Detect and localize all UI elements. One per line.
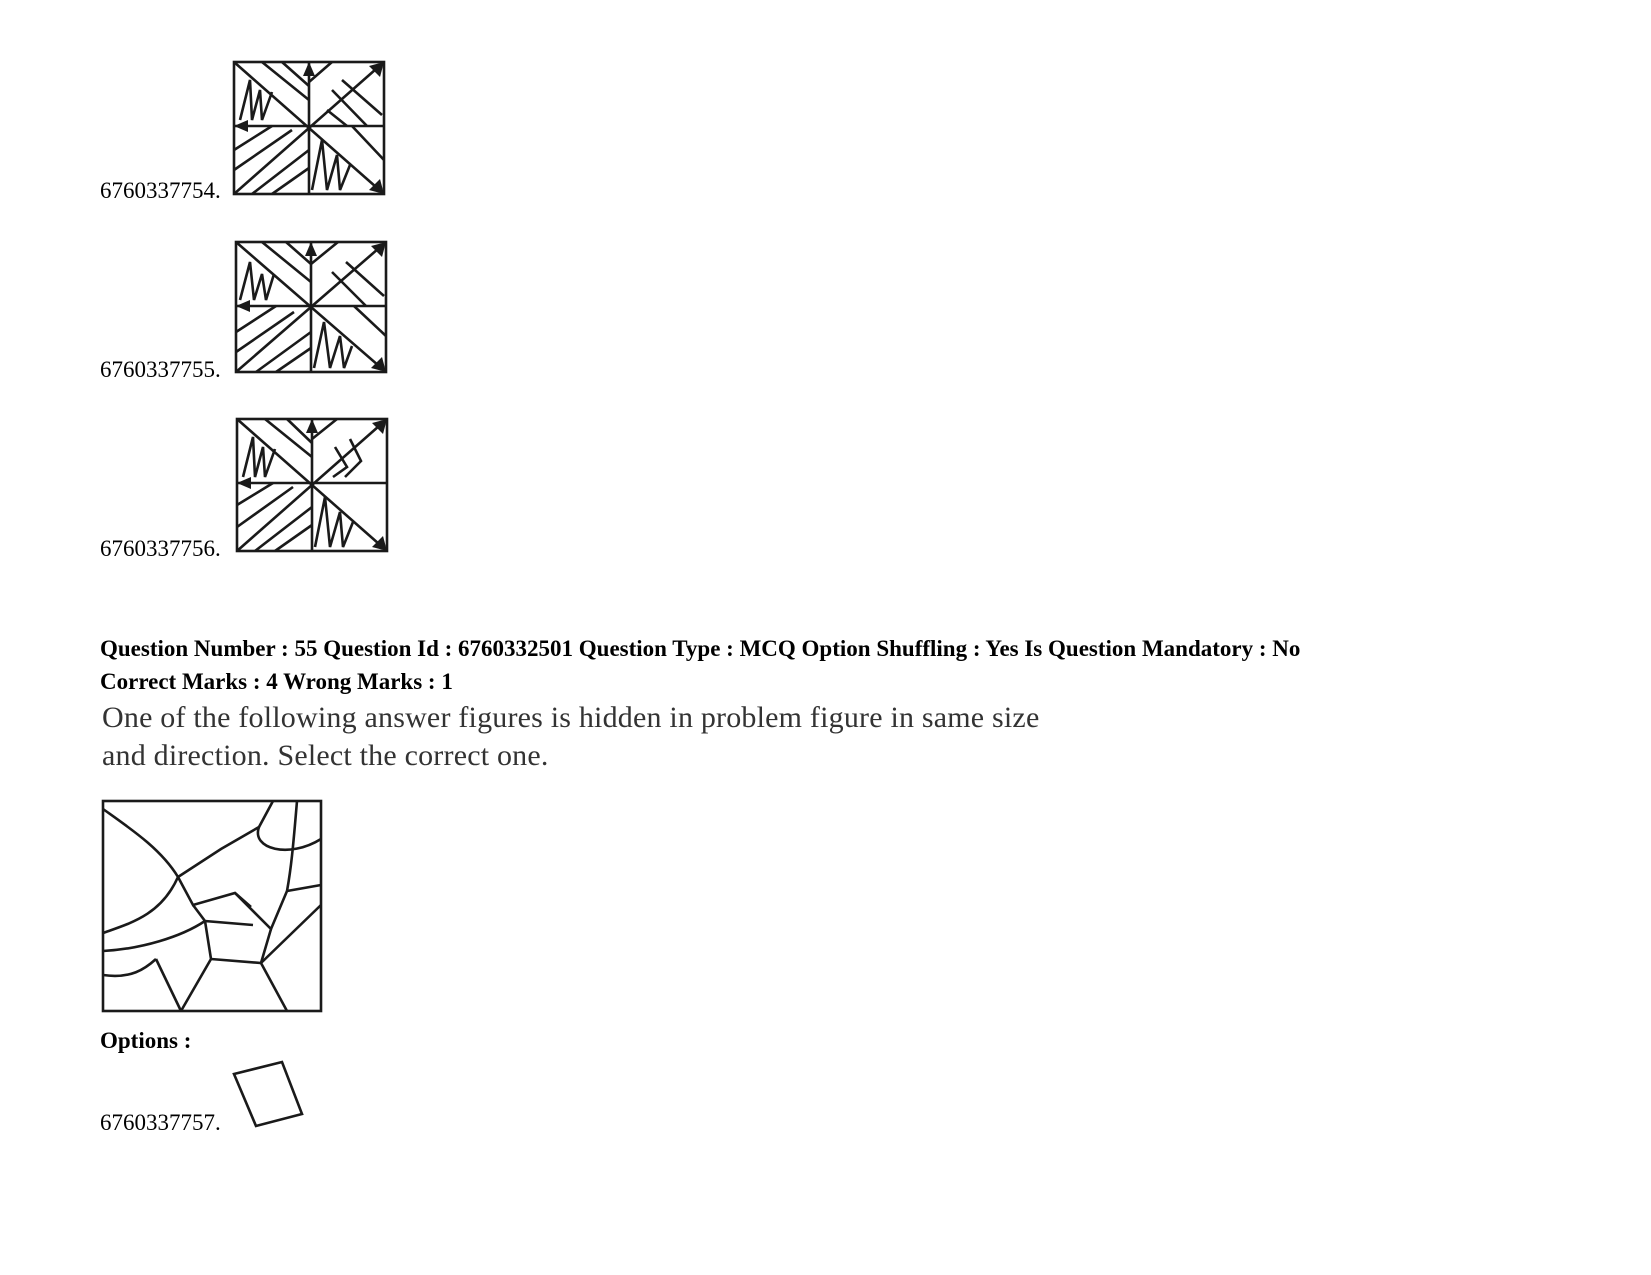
option-id-label: 6760337757. bbox=[100, 1110, 221, 1135]
option-id-label: 6760337755. bbox=[100, 357, 221, 382]
option-id-label: 6760337756. bbox=[100, 536, 221, 561]
question-text-line-2: and direction. Select the correct one. bbox=[102, 739, 549, 772]
problem-figure bbox=[101, 799, 325, 1015]
answer-figure-1[interactable] bbox=[230, 1060, 306, 1130]
options-heading: Options : bbox=[100, 1028, 192, 1053]
option-figure-3 bbox=[235, 417, 391, 555]
option-figure-1 bbox=[232, 60, 388, 198]
question-meta-line-2: Correct Marks : 4 Wrong Marks : 1 bbox=[100, 669, 453, 694]
option-id-label: 6760337754. bbox=[100, 178, 221, 203]
option-figure-2 bbox=[234, 240, 390, 376]
question-meta-line-1: Question Number : 55 Question Id : 6760332501 Question Type : MCQ Option Shuffling : Yes Is Question Mandatory : No bbox=[100, 636, 1301, 661]
question-text-line-1: One of the following answer figures is hidden in problem figure in same size bbox=[102, 701, 1040, 734]
